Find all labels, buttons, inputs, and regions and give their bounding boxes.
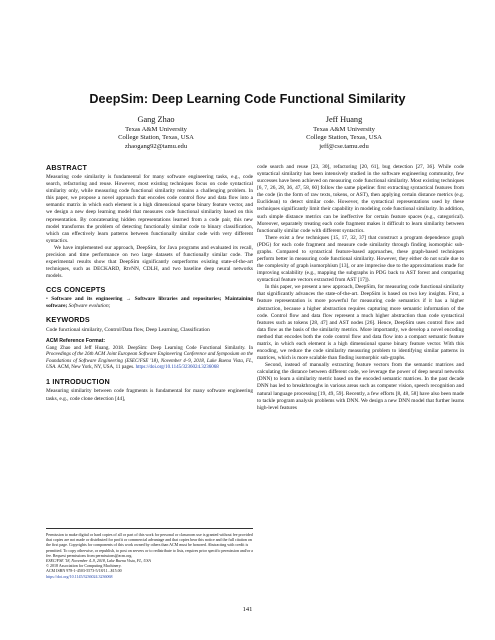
permission-footnote (46, 528, 253, 579)
acm-ref-heading: ACM Reference Format: (46, 337, 106, 344)
author-name: Jeff Huang (325, 115, 363, 124)
footnote-permission: Permission to make digital or hard copies of all or part of this work for personal or classroom use is granted without fee provided that copies are not made or distributed for profit or commercial advantage and that copies bear this notice and the full citation on the first page. Copyrights for components of this work owned by others than ACM must be honored. Abstracting with credit is permitted. To copy otherwise, or republish, to post on servers or to redistribute to lists, requires prior specific permission and/or a fee. Request permissions from permissions@acm.org. (46, 532, 253, 558)
abstract-heading: ABSTRACT (46, 163, 88, 172)
page-number: 141 (242, 606, 253, 613)
acm-ref-text-2: ACM, New York, NY, USA, 11 pages. (57, 364, 135, 370)
ccs-heading: CCS CONCEPTS (46, 285, 106, 295)
author-block-1 (81, 115, 231, 151)
footnote-conference: ESEC/FSE '18, November 4–9, 2018, Lake Buena Vista, FL, USA (46, 558, 151, 564)
paper-title: DeepSim: Deep Learning Code Functional Similarity (89, 92, 406, 106)
abstract-paragraph-1: Measuring code similarity is fundamental for many software engineering tasks, e.g., code search, refactoring and reuse. However, most existing techniques focus on code syntactical similarity only, while measuring code functional similarity remains a challenging problem. In this paper, we propose a novel approach that encodes code control flow and data flow into a semantic matrix in which each element is a high dimensional sparse binary feature vector, and we design a new deep learning model that measures code functional similarity based on this representation. By concatenating hidden representations learned from a code pair, this new model transforms the problem of detecting functionally similar code to binary classification, which can effectively learn patterns between functionally similar code with very different syntactics. (46, 174, 253, 244)
author-affiliation: Texas A&M University (125, 125, 187, 133)
author-block-2 (269, 115, 419, 151)
footnote-copyright: © 2018 Association for Computing Machinery. (46, 563, 122, 569)
author-affiliation: Texas A&M University (313, 125, 375, 133)
ccs-bullet: • (46, 296, 48, 303)
author-location: College Station, Texas, USA (306, 134, 382, 142)
keywords-heading: KEYWORDS (46, 315, 90, 325)
right-paragraph-4: Second, instead of manually extracting feature vectors from the semantic matrices and calculating the distance between different code, we leverage the power of deep neural networks (DNN) to learn a similarity metric based on the encoded semantic matrices. In the past decade DNN has led to breakthroughs in various areas such as computer vision, speech recognition and natural language processing [19, 49, 59]. Recently, a few efforts [8, 48, 58] have also been made to tackle program analysis problems with DNN. We design a new DNN model that further learns high-level features (257, 362, 464, 411)
intro-heading: 1 INTRODUCTION (46, 377, 110, 387)
acm-ref-italic: Proceedings of the 26th ACM Joint European Software Engineering Conference and Symposium on the Foundations of Software Engineering (ESEC/FSE '18), November 4–9, 2018, Lake Buena Vista, FL, USA. (46, 352, 253, 370)
ccs-bold-text: Software and its engineering → Software libraries and repositories; Maintaining software; (46, 296, 253, 310)
ccs-concepts (46, 296, 253, 310)
author-email: zhaogang92@tamu.edu (124, 142, 188, 150)
author-email: jeff@cse.tamu.edu (319, 142, 369, 150)
right-paragraph-2: There exist a few techniques [15, 17, 32, 37] that construct a program dependence graph (PDG) for each code fragment and measure code similarity through finding isomorphic sub-graphs. Compared to syntactical feature-based approaches, these graph-based techniques perform better in measuring code functional similarity. However, they either do not scale due to the complexity of graph isomorphism [13], or are imprecise due to the approximations made for improving scalability (e.g., mapping the subgraphs in PDG back to AST forest and comparing syntactical feature vectors extracted from AST [17]). (257, 234, 464, 284)
abstract-paragraph-2: We have implemented our approach, DeepSim, for Java programs and evaluated its recall, precision and time performance on two large datasets of functionally similar code. The experimental results show that DeepSim significantly outperforms existing state-of-the-art techniques, such as DECKARD, RtvNN, CDLH, and two baseline deep neural networks models. (46, 244, 253, 280)
acm-ref-doi-link[interactable]: https://doi.org/10.1145/3236024.3236068 (135, 364, 219, 370)
acm-reference (46, 346, 253, 372)
right-paragraph-3: In this paper, we present a new approach, DeepSim, for measuring code functional similarity that significantly advances the state-of-the-art. DeepSim is based on two key insights. First, a feature representation is more powerful for measuring code semantics if it has a higher abstraction, because a higher abstraction requires capturing more semantic information of the code. Control flow and data flow represent a much higher abstraction than code syntactical features such as tokens [28, 47] and AST nodes [26]. Hence, DeepSim uses control flow and data flow as the basis of the similarity metrics. More importantly, we develop a novel encoding method that encodes both the code control flow and data flow into a compact semantic feature matrix, in which each element is a high dimensional sparse binary feature vector. With this encoding, we reduce the code similarity measuring problem to identifying similar patterns in matrices, which is more scalable than finding isomorphic sub-graphs. (257, 284, 464, 362)
author-location: College Station, Texas, USA (118, 134, 194, 142)
keywords-text: Code functional similarity, Control/Data flow, Deep Learning, Classification (46, 326, 210, 333)
footnote-doi-link[interactable]: https://doi.org/10.1145/3236024.3236068 (46, 573, 113, 579)
right-paragraph-1: code search and reuse [23, 30], refactoring [20, 61], bug detection [27, 36]. While code syntactical similarity has been intensively studied in the software engineering community, few successes have been achieved on measuring code functional similarity. Most existing techniques [6, 7, 26, 28, 36, 47, 58, 60] follow the same pipeline: first extracting syntactical features from the code (in the form of raw texts, tokens, or AST), then applying certain distance metrics (e.g. Euclidean) to detect similar code. However, the syntactical representations used by these techniques significantly limit their capability in modeling code functional similarity. In addition, such simple distance metrics can be ineffective for certain feature spaces (e.g., categorical). Moreover, separately treating each code fragment makes it difficult to learn similarity between functionally similar code with different syntactics. (257, 164, 464, 234)
left-column (46, 164, 253, 403)
intro-paragraph-1: Measuring similarity between code fragments is fundamental for many software engineering tasks, e.g., code clone detection [44], (46, 388, 253, 402)
ccs-italic-text: Software evolution; (68, 303, 111, 310)
acm-ref-text-1: Gang Zhao and Jeff Huang. 2018. DeepSim: Deep Learning Code Functional Similarity. In (46, 345, 253, 351)
author-name: Gang Zhao (137, 115, 175, 124)
right-column (257, 164, 464, 412)
footnote-isbn: ACM ISBN 978-1-4503-5573-5/18/11...$15.00 (46, 568, 122, 574)
